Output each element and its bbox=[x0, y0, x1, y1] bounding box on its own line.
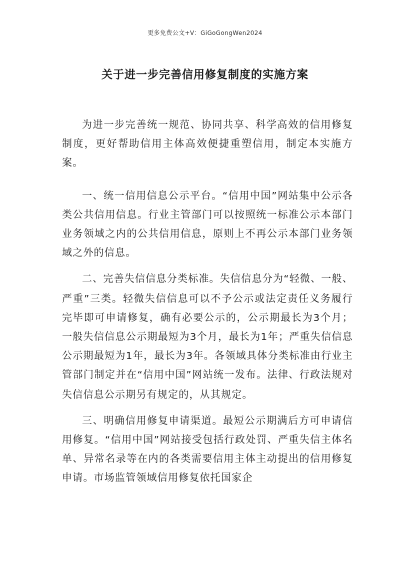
paragraph-section-2: 二、完善失信信息分类标准。失信信息分为“轻微、一般、严重”三类。轻微失信信息可以不予公示或法定责任义务履行完毕即可申请修复，确有必要公示的，公示期最长为3个月；一般失信信息公示期最短为3个月，最长为1年；严重失信信息公示期最短为1年，最长为3年。各领域具体分类标准由行业主管部门制定并在“信用中国”网站统一发布。法律、行政法规对失信信息公示期另有规定的，从其规定。 bbox=[62, 274, 353, 401]
paragraph-intro: 为进一步完善统一规范、协同共享、科学高效的信用修复制度，更好帮助信用主体高效便捷重塑信用，制定本实施方案。 bbox=[62, 120, 353, 170]
paragraph-section-3: 三、明确信用修复申请渠道。最短公示期满后方可申请信用修复。“信用中国”网站接受包括行政处罚、严重失信主体名单、异常名录等在内的各类需要信用主体主动提出的信用修复申请。市场监管领域信用修复依托国家企 bbox=[62, 415, 353, 485]
paragraph-section-1: 一、统一信用信息公示平台。“信用中国”网站集中公示各类公共信用信息。行业主管部门可以按照统一标准公示本部门业务领域之内的公共信用信息，原则上不再公示本部门业务领域之外的信息。 bbox=[62, 190, 353, 260]
document-title: 关于进一步完善信用修复制度的实施方案 bbox=[101, 68, 309, 81]
document-body bbox=[62, 116, 353, 489]
header-note: 更多免费公文+V：GiGoGongWen2024 bbox=[147, 30, 263, 37]
